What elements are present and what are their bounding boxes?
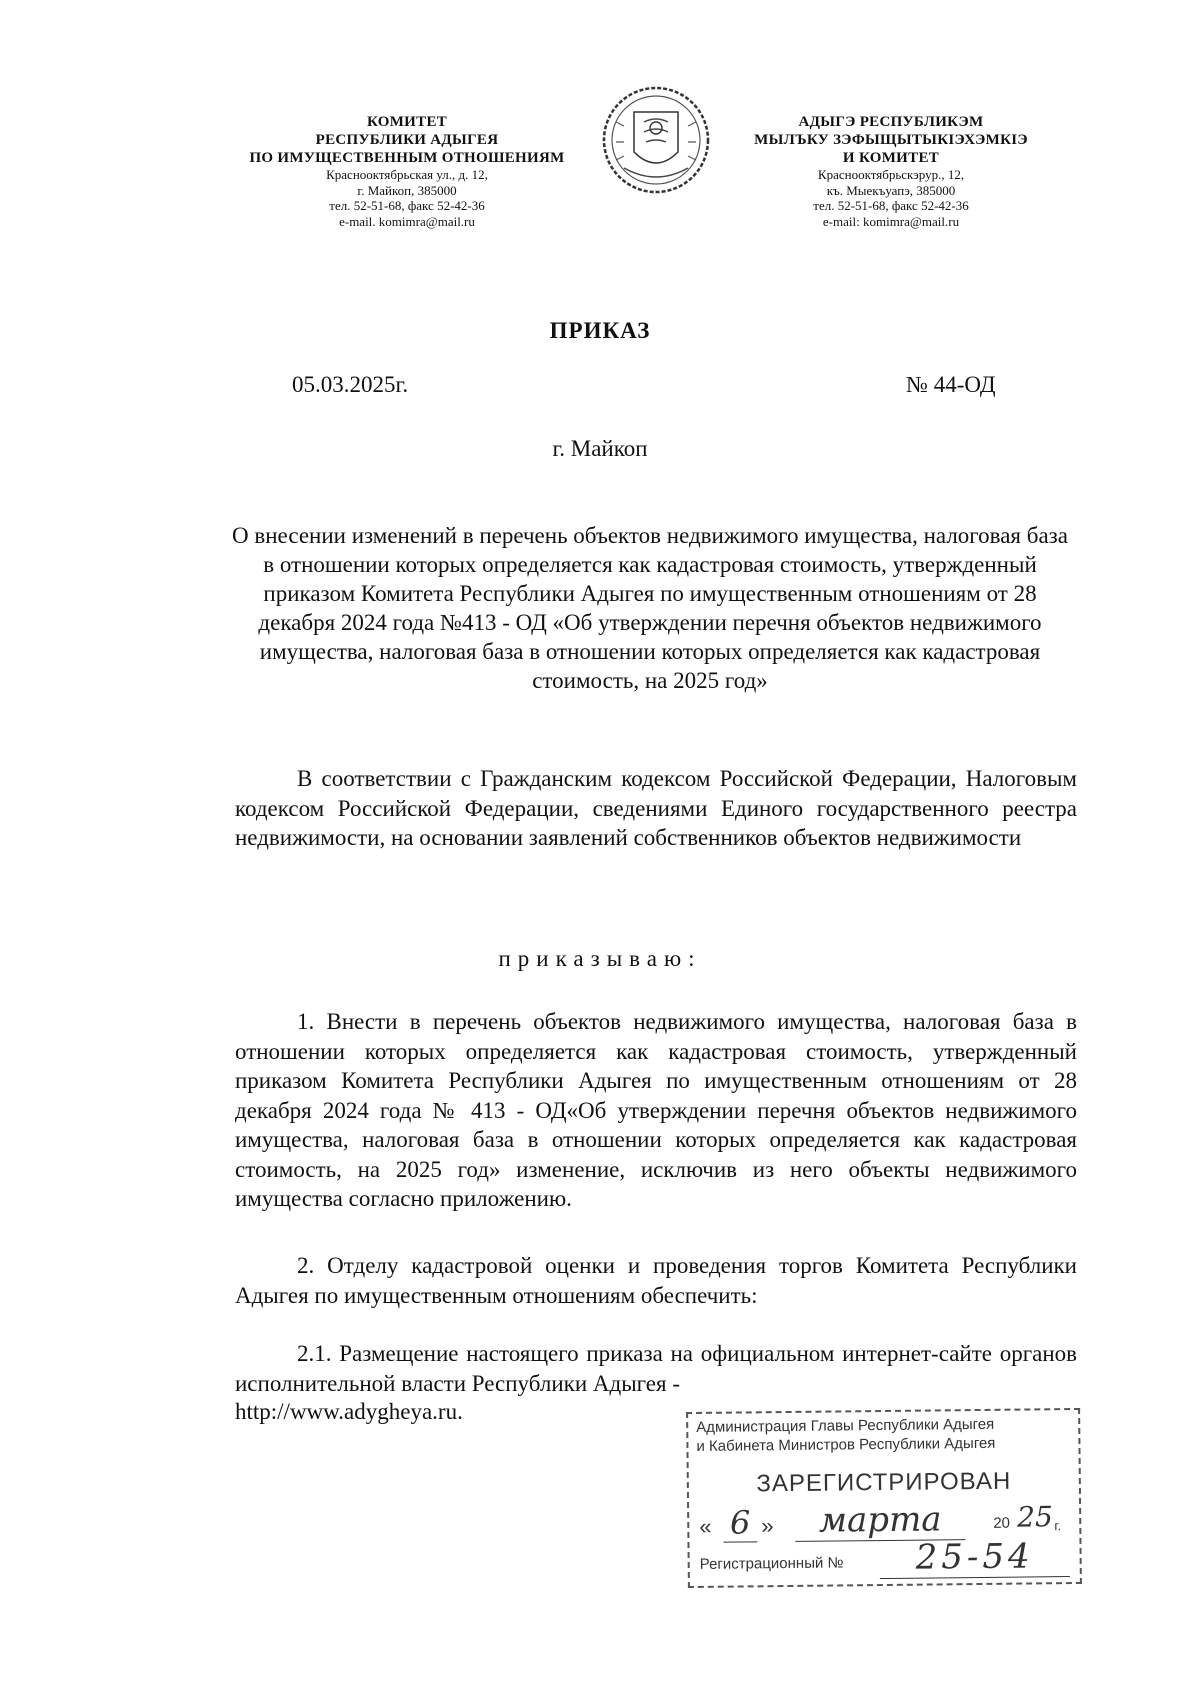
org-name-ady-line3: И КОМИТЕТ <box>842 150 940 166</box>
address-ady-line2: къ. Мыекъуапэ, 385000 <box>826 182 956 198</box>
org-name-ady-line2: МЫЛЪКУ ЗЭФЫЩЫТЫКІЭХЭМКІЭ <box>754 132 1028 148</box>
document-city: г. Майкоп <box>552 436 648 461</box>
order-item-2-1: 2.1. Размещение настоящего приказа на официальном интернет-сайте органов исполнительной власти Республики Адыгея - <box>235 1341 1077 1396</box>
org-name-ady-line1: АДЫГЭ РЕСПУБЛИКЭМ <box>798 114 984 130</box>
stamp-org-name <box>696 1414 1076 1456</box>
coat-of-arms-emblem-icon <box>594 82 718 200</box>
phone-ru: тел. 52-51-68, факс 52-42-36 <box>329 198 485 214</box>
address-ru-line2: г. Майкоп, 385000 <box>357 182 457 198</box>
document-number: № 44-ОД <box>906 372 996 397</box>
stamp-reg-number-handwritten: 25-54 <box>879 1536 1069 1579</box>
intro-paragraph: В соответствии с Гражданским кодексом Российской Федерации, Налоговым кодексом Российской Федерации, сведениями Единого государственного реестра недвижимости, на основании заявлений собственников объектов недвижимости <box>235 766 1077 850</box>
order-item-1: 1. Внести в перечень объектов недвижимого имущества, налоговая база в отношении которых определяется как кадастровая стоимость, утвержденный приказом Комитета Республики Адыгея по имущественным отношениям от 28 декабря 2024 года № 413 - ОД«Об утверждении перечня объектов недвижимого имущества, налоговая база в отношении которых определяется как кадастровая стоимость, на 2025 год» изменение, исключив из него объекты недвижимого имущества согласно приложению. <box>235 1009 1077 1211</box>
address-ady-line1: Краснооктябрьскэрур., 12, <box>817 167 965 182</box>
stamp-org-line2: и Кабинета Министров Республики Адыгея <box>696 1434 996 1455</box>
phone-ady: тел. 52-51-68, факс 52-42-36 <box>813 198 969 214</box>
header-right-block <box>726 113 1056 229</box>
orders-word: приказываю: <box>498 946 702 971</box>
stamp-month-handwritten: марта <box>795 1499 965 1542</box>
email-ady: e-mail: komimra@mail.ru <box>822 213 960 229</box>
stamp-year-prefix: 20 <box>993 1514 1011 1532</box>
stamp-registration <box>699 1536 1072 1580</box>
org-name-ru-line1: КОМИТЕТ <box>366 114 448 130</box>
header-left-block <box>222 113 592 229</box>
document-subject: О внесении изменений в перечень объектов недвижимого имущества, налоговая база в отношении которых определяется как кадастровая стоимость, утвержденный приказом Комитета Республики Адыгея по имущественным отношениям от 28 декабря 2024 года №413 - ОД «Об утверждении перечня объектов недвижимого имущества, налоговая база в отношении которых определяется как кадастровая стоимость, на 2025 год» <box>232 523 1068 693</box>
stamp-org-line1: Администрация Главы Республики Адыгея <box>696 1415 995 1436</box>
website-url: http://www.adygheya.ru. <box>235 1399 463 1424</box>
org-name-ru-line2: РЕСПУБЛИКИ АДЫГЕЯ <box>315 132 499 148</box>
address-ru-line1: Краснооктябрьская ул., д. 12, <box>326 167 488 182</box>
stamp-quote-close: » <box>761 1513 774 1539</box>
stamp-status: ЗАРЕГИСТРИРОВАН <box>756 1467 1012 1498</box>
document-date: 05.03.2025г. <box>292 372 409 397</box>
stamp-reg-label: Регистрационный № <box>699 1554 844 1573</box>
stamp-year-handwritten: 25 <box>1017 1500 1054 1534</box>
order-item-2: 2. Отделу кадастровой оценки и проведения торгов Комитета Республики Адыгея по имущественным отношениям обеспечить: <box>235 1253 1077 1308</box>
email-ru: e-mail. komimra@mail.ru <box>339 213 475 229</box>
stamp-day-handwritten: 6 <box>723 1503 757 1542</box>
stamp-quote-open: « <box>699 1513 712 1539</box>
document-title: ПРИКАЗ <box>549 318 651 343</box>
registration-stamp <box>686 1408 1082 1588</box>
stamp-year-abbr: г. <box>1054 1518 1062 1534</box>
org-name-ru-line3: ПО ИМУЩЕСТВЕННЫМ ОТНОШЕНИЯМ <box>249 150 565 166</box>
